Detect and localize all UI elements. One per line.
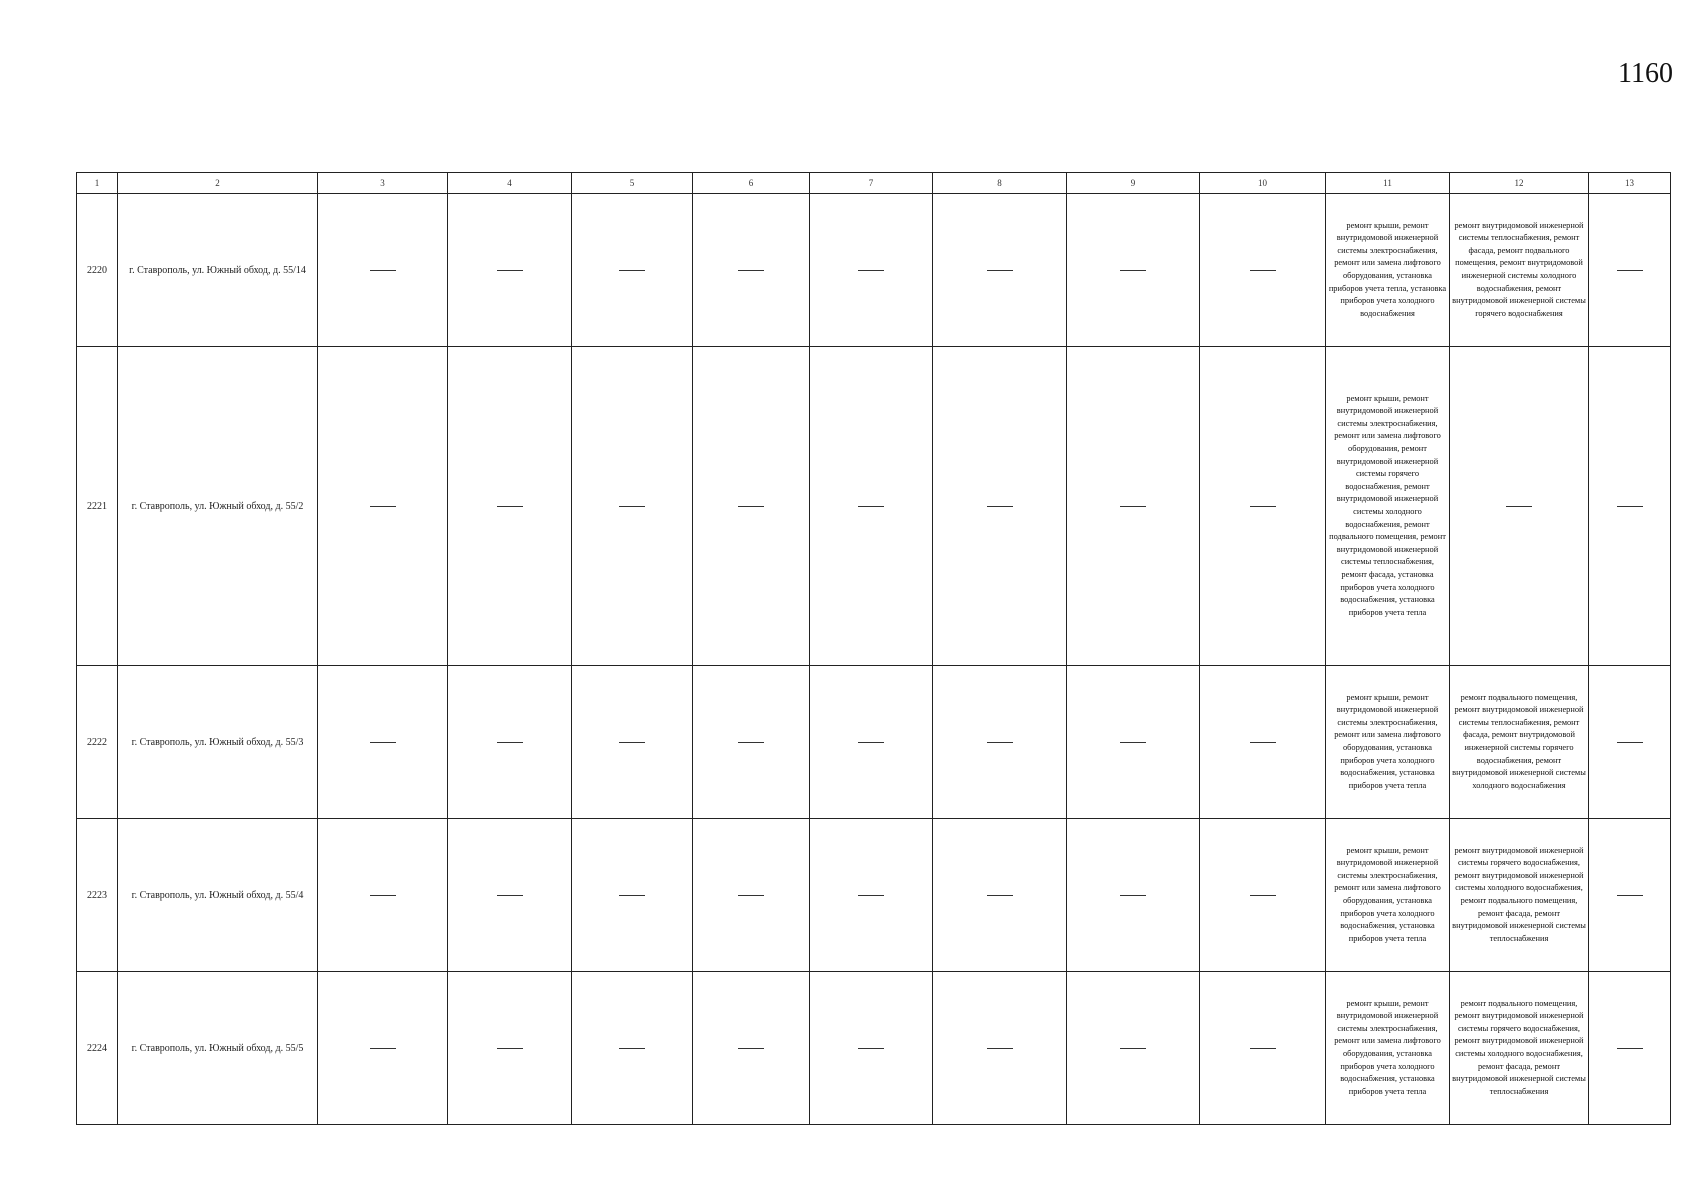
- empty-cell: [933, 347, 1067, 666]
- column-number-row: [77, 173, 1671, 194]
- column-header: 12: [1450, 173, 1589, 194]
- table-row: [77, 819, 1671, 972]
- empty-cell: [572, 666, 693, 819]
- dash-mark: [1617, 270, 1643, 271]
- dash-mark: [370, 506, 396, 507]
- empty-cell: [1067, 972, 1200, 1125]
- dash-mark: [619, 1048, 645, 1049]
- dash-mark: [738, 895, 764, 896]
- dash-mark: [497, 742, 523, 743]
- empty-cell: [448, 666, 572, 819]
- works-col12: ремонт подвального помещения, ремонт внутридомовой инженерной системы горячего водоснабжения, ремонт внутридомовой инженерной системы холодного водоснабжения, ремонт фасада, ремонт внутридомовой инженерной системы теплоснабжения: [1450, 972, 1589, 1125]
- empty-cell: [448, 972, 572, 1125]
- empty-cell: [572, 819, 693, 972]
- dash-mark: [497, 270, 523, 271]
- dash-mark: [619, 895, 645, 896]
- empty-cell: [1200, 194, 1326, 347]
- dash-mark: [370, 1048, 396, 1049]
- empty-cell: [693, 194, 810, 347]
- dash-mark: [1617, 1048, 1643, 1049]
- dash-mark: [987, 895, 1013, 896]
- dash-mark: [1250, 506, 1276, 507]
- column-header: 8: [933, 173, 1067, 194]
- column-header: 9: [1067, 173, 1200, 194]
- dash-mark: [987, 506, 1013, 507]
- row-number: 2221: [77, 347, 118, 666]
- works-col12: ремонт внутридомовой инженерной системы теплоснабжения, ремонт фасада, ремонт подвального помещения, ремонт внутридомовой инженерной системы холодного водоснабжения, ремонт внутридомовой инженерной системы горячего водоснабжения: [1450, 194, 1589, 347]
- dash-mark: [1250, 895, 1276, 896]
- empty-cell: [448, 347, 572, 666]
- dash-mark: [1120, 895, 1146, 896]
- empty-cell: [933, 194, 1067, 347]
- row-number: 2223: [77, 819, 118, 972]
- dash-mark: [987, 270, 1013, 271]
- empty-cell: [318, 972, 448, 1125]
- empty-cell: [1200, 666, 1326, 819]
- empty-cell: [1200, 819, 1326, 972]
- empty-cell: [318, 666, 448, 819]
- column-header: 10: [1200, 173, 1326, 194]
- empty-cell: [933, 819, 1067, 972]
- empty-cell: [1200, 972, 1326, 1125]
- empty-cell: [933, 666, 1067, 819]
- works-col12: ремонт внутридомовой инженерной системы горячего водоснабжения, ремонт внутридомовой инженерной системы холодного водоснабжения, ремонт подвального помещения, ремонт фасада, ремонт внутридомовой инженерной системы теплоснабжения: [1450, 819, 1589, 972]
- dash-mark: [370, 895, 396, 896]
- works-col11: ремонт крыши, ремонт внутридомовой инженерной системы электроснабжения, ремонт или замена лифтового оборудования, установка приборов учета холодного водоснабжения, установка приборов учета тепла: [1326, 666, 1450, 819]
- dash-mark: [738, 506, 764, 507]
- column-header: 3: [318, 173, 448, 194]
- dash-mark: [987, 742, 1013, 743]
- page-number: 1160: [1618, 58, 1673, 89]
- row-address: г. Ставрополь, ул. Южный обход, д. 55/2: [118, 347, 318, 666]
- table-row: [77, 972, 1671, 1125]
- dash-mark: [1617, 895, 1643, 896]
- empty-cell: [810, 972, 933, 1125]
- empty-cell: [693, 819, 810, 972]
- empty-cell: [693, 666, 810, 819]
- dash-mark: [738, 1048, 764, 1049]
- empty-cell: [1589, 347, 1671, 666]
- empty-cell: [933, 972, 1067, 1125]
- dash-mark: [619, 742, 645, 743]
- dash-mark: [858, 506, 884, 507]
- empty-cell: [1200, 347, 1326, 666]
- empty-cell: [810, 819, 933, 972]
- empty-cell: [810, 347, 933, 666]
- dash-mark: [1250, 1048, 1276, 1049]
- empty-cell: [448, 194, 572, 347]
- works-col11: ремонт крыши, ремонт внутридомовой инженерной системы электроснабжения, ремонт или замена лифтового оборудования, установка приборов учета холодного водоснабжения, установка приборов учета тепла: [1326, 972, 1450, 1125]
- empty-cell: [1589, 819, 1671, 972]
- column-header: 13: [1589, 173, 1671, 194]
- works-col12: ремонт подвального помещения, ремонт внутридомовой инженерной системы теплоснабжения, ремонт фасада, ремонт внутридомовой инженерной системы горячего водоснабжения, ремонт внутридомовой инженерной системы холодного водоснабжения: [1450, 666, 1589, 819]
- empty-cell: [693, 347, 810, 666]
- dash-mark: [370, 270, 396, 271]
- empty-cell: [318, 819, 448, 972]
- table-row: [77, 194, 1671, 347]
- empty-cell: [1067, 347, 1200, 666]
- dash-mark: [1120, 742, 1146, 743]
- row-address: г. Ставрополь, ул. Южный обход, д. 55/5: [118, 972, 318, 1125]
- row-number: 2222: [77, 666, 118, 819]
- dash-mark: [497, 506, 523, 507]
- row-address: г. Ставрополь, ул. Южный обход, д. 55/4: [118, 819, 318, 972]
- column-header: 6: [693, 173, 810, 194]
- dash-mark: [1120, 1048, 1146, 1049]
- empty-cell: [1067, 194, 1200, 347]
- dash-mark: [497, 895, 523, 896]
- column-header: 4: [448, 173, 572, 194]
- works-col11: ремонт крыши, ремонт внутридомовой инженерной системы электроснабжения, ремонт или замена лифтового оборудования, установка приборов учета холодного водоснабжения, установка приборов учета тепла: [1326, 819, 1450, 972]
- dash-mark: [497, 1048, 523, 1049]
- empty-cell: [810, 666, 933, 819]
- column-header: 11: [1326, 173, 1450, 194]
- dash-mark: [619, 270, 645, 271]
- empty-cell: [1067, 819, 1200, 972]
- column-header: 2: [118, 173, 318, 194]
- dash-mark: [1506, 506, 1532, 507]
- dash-mark: [1617, 506, 1643, 507]
- dash-mark: [370, 742, 396, 743]
- dash-mark: [987, 1048, 1013, 1049]
- dash-mark: [738, 742, 764, 743]
- column-header: 1: [77, 173, 118, 194]
- row-address: г. Ставрополь, ул. Южный обход, д. 55/3: [118, 666, 318, 819]
- empty-cell: [1589, 194, 1671, 347]
- dash-mark: [1120, 506, 1146, 507]
- dash-mark: [858, 1048, 884, 1049]
- dash-mark: [1120, 270, 1146, 271]
- table-row: [77, 347, 1671, 666]
- empty-cell: [1067, 666, 1200, 819]
- dash-mark: [1617, 742, 1643, 743]
- empty-cell: [318, 194, 448, 347]
- empty-cell: [448, 819, 572, 972]
- empty-cell: [572, 972, 693, 1125]
- empty-cell: [1589, 972, 1671, 1125]
- dash-mark: [619, 506, 645, 507]
- empty-cell: [1450, 347, 1589, 666]
- dash-mark: [858, 895, 884, 896]
- row-number: 2220: [77, 194, 118, 347]
- dash-mark: [1250, 270, 1276, 271]
- column-header: 7: [810, 173, 933, 194]
- dash-mark: [738, 270, 764, 271]
- works-col11: ремонт крыши, ремонт внутридомовой инженерной системы электроснабжения, ремонт или замена лифтового оборудования, установка приборов учета тепла, установка приборов учета холодного водоснабжения: [1326, 194, 1450, 347]
- dash-mark: [858, 742, 884, 743]
- table-row: [77, 666, 1671, 819]
- dash-mark: [858, 270, 884, 271]
- empty-cell: [572, 194, 693, 347]
- works-col11: ремонт крыши, ремонт внутридомовой инженерной системы электроснабжения, ремонт или замена лифтового оборудования, ремонт внутридомовой инженерной системы горячего водоснабжения, ремонт внутридомовой инженерной системы холодного водоснабжения, ремонт подвального помещения, ремонт внутридомовой инженерной системы теплоснабжения, ремонт фасада, установка приборов учета холодного водоснабжения, установка приборов учета тепла: [1326, 347, 1450, 666]
- empty-cell: [572, 347, 693, 666]
- empty-cell: [1589, 666, 1671, 819]
- empty-cell: [810, 194, 933, 347]
- empty-cell: [318, 347, 448, 666]
- column-header: 5: [572, 173, 693, 194]
- row-number: 2224: [77, 972, 118, 1125]
- dash-mark: [1250, 742, 1276, 743]
- row-address: г. Ставрополь, ул. Южный обход, д. 55/14: [118, 194, 318, 347]
- empty-cell: [693, 972, 810, 1125]
- registry-table: [76, 172, 1671, 1125]
